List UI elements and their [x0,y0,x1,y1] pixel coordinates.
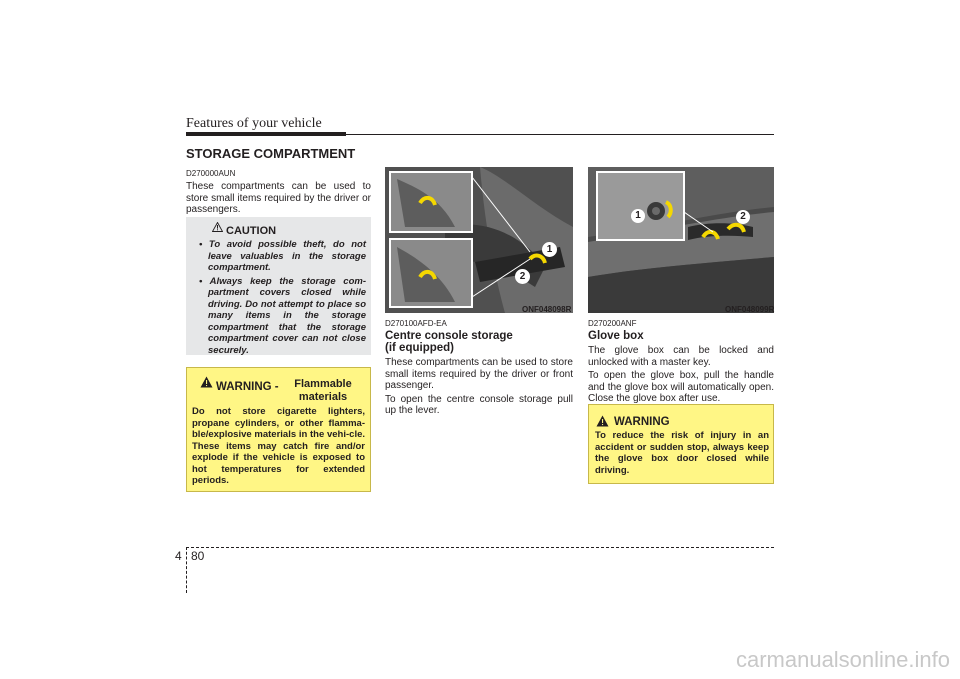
header-rule [346,134,774,135]
caution-item: • To avoid possible theft, do not leave valuables in the storage compartment. [199,239,366,273]
warning-text: To reduce the risk of injury in an accident or sudden stop, always keep the glove box door closed while driving. [595,430,769,476]
header-bar [186,132,346,136]
centre-console-photo [385,167,573,313]
warning-title: WARNING - [216,381,279,393]
section-code: D270100AFD-EA [385,319,447,328]
intro-block [186,169,371,216]
centre-console-para2: To open the centre console storage pull up the lever. [385,393,573,416]
figure-label: ONF048099R [725,305,775,314]
caution-box [186,217,371,355]
caution-list [194,239,366,358]
glove-box-section [588,319,774,405]
caution-triangle-icon [212,222,223,232]
centre-console-heading: Centre console storage (if equipped) [385,330,513,354]
glove-box-illustration [588,167,774,313]
page-number: 80 [191,549,205,563]
centre-console-illustration [385,167,573,313]
warning-box-glove [588,404,774,484]
chapter-number: 4 [175,549,182,563]
glove-box-photo [588,167,774,313]
warning-title: WARNING [614,416,670,428]
header-title: Features of your vehicle [186,116,322,131]
warning-triangle-icon [596,415,609,427]
warning-subtitle: Flammable materials [294,378,352,403]
callout-1: 1 [631,209,645,223]
callout-1: 1 [542,242,557,257]
glove-box-para1: The glove box can be locked and unlocked with a master key. [588,345,774,368]
section-code: D270200ANF [588,319,637,328]
warning-triangle-icon [200,376,213,388]
intro-code: D270000AUN [186,169,236,178]
callout-2: 2 [736,210,750,224]
glove-box-para2: To open the glove box, pull the handle and the glove box will automatically open. Close the glove box after use. [588,370,774,404]
centre-console-para1: These compartments can be used to store small items required by the driver or front passenger. [385,357,573,391]
intro-text: These compartments can be used to store small items required by the driver or passengers. [186,181,371,215]
watermark: carmanualsonline.info [735,647,950,672]
callout-2: 2 [515,269,530,284]
footer-divider [186,547,187,593]
glove-box-heading: Glove box [588,330,644,342]
warning-box-flammable [186,367,371,492]
centre-console-section [385,319,573,417]
warning-text: Do not store cigarette lighters, propane cylinders, or other flamma-ble/explosive materials in the vehi-cle. These items may catch fire and/or explode if the vehicle is exposed to hot temperatures for extended periods. [192,406,365,486]
footer-rule [186,547,774,548]
figure-label: ONF048098R [522,305,572,314]
caution-title: CAUTION [226,225,277,237]
section-title: STORAGE COMPARTMENT [186,146,356,161]
caution-item: • Always keep the storage com-partment covers closed while driving. Do not attempt to place so many items in the storage compartment that the storage compartment cover can not close securely. [199,275,366,356]
